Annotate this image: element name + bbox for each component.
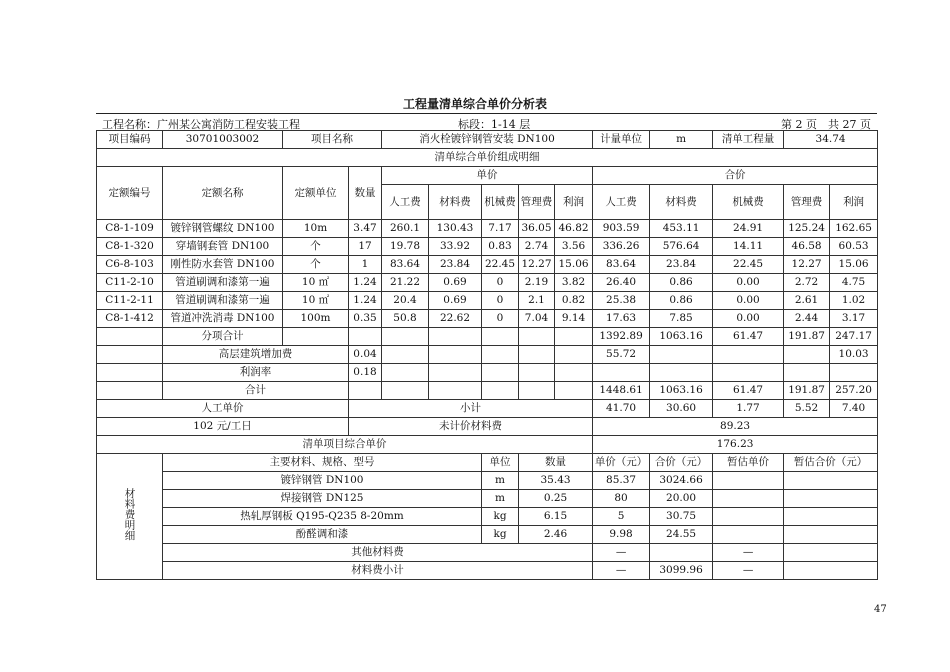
material-header-est-total: 暂估合价（元）	[784, 454, 878, 472]
quota-code: C11-2-11	[97, 292, 163, 310]
material-unit-price: 9.98	[593, 526, 650, 544]
unit-profit: 0.82	[555, 292, 593, 310]
total-material: 453.11	[650, 220, 713, 238]
total-machine: 22.45	[713, 256, 784, 274]
material-subtotal-est-unit: —	[713, 562, 784, 580]
total-management: 2.72	[784, 274, 830, 292]
subtotal-labor: 1392.89	[593, 328, 650, 346]
list-unit-price-label: 清单项目综合单价	[97, 436, 593, 454]
quota-qty: 3.47	[349, 220, 382, 238]
item-code: 30701003002	[163, 131, 283, 149]
header-quota-unit: 定额单位	[283, 167, 349, 220]
material-qty: 35.43	[519, 472, 593, 490]
material-subtotal-unit-price: —	[593, 562, 650, 580]
material-name: 镀锌钢管 DN100	[163, 472, 482, 490]
quota-code: C11-2-10	[97, 274, 163, 292]
unit-machine: 0	[482, 310, 519, 328]
material-side-label	[97, 454, 163, 580]
header-t-labor: 人工费	[593, 185, 650, 220]
material-header-total: 合价（元）	[650, 454, 713, 472]
unit-material: 22.62	[429, 310, 482, 328]
quota-qty: 1.24	[349, 292, 382, 310]
profit-rate-label: 利润率	[163, 364, 349, 382]
header-row-1	[97, 167, 878, 185]
highrise-profit: 10.03	[830, 346, 878, 364]
quota-code: C8-1-412	[97, 310, 163, 328]
material-header-unit-price: 单价（元）	[593, 454, 650, 472]
list-unit-price-row	[97, 436, 878, 454]
unpriced-material-label: 未计价材料费	[349, 418, 593, 436]
material-unit: kg	[482, 508, 519, 526]
total-labor-sum: 1448.61	[593, 382, 650, 400]
material-row	[97, 490, 878, 508]
total-profit: 162.65	[830, 220, 878, 238]
page-info: 第 2 页 共 27 页	[781, 118, 871, 131]
item-code-label: 项目编码	[97, 131, 163, 149]
material-total: 3024.66	[650, 472, 713, 490]
quota-name: 管道冲洗消毒 DN100	[163, 310, 283, 328]
total-machine: 0.00	[713, 274, 784, 292]
small-total-labor: 41.70	[593, 400, 650, 418]
highrise-labor: 55.72	[593, 346, 650, 364]
page-number: 47	[874, 604, 887, 615]
material-unit: m	[482, 472, 519, 490]
info-row	[96, 113, 877, 130]
material-header-row	[97, 454, 878, 472]
total-material: 0.86	[650, 292, 713, 310]
profit-rate-row	[97, 364, 878, 382]
total-labor: 903.59	[593, 220, 650, 238]
header-t-machine: 机械费	[713, 185, 784, 220]
total-machine: 0.00	[713, 292, 784, 310]
header-total-price: 合价	[593, 167, 878, 185]
total-management: 2.61	[784, 292, 830, 310]
unit-machine: 7.17	[482, 220, 519, 238]
table-row	[97, 256, 878, 274]
header-t-material: 材料费	[650, 185, 713, 220]
other-material-label: 其他材料费	[163, 544, 593, 562]
profit-rate-qty: 0.18	[349, 364, 382, 382]
total-machine: 14.11	[713, 238, 784, 256]
total-label: 合计	[163, 382, 349, 400]
material-qty: 0.25	[519, 490, 593, 508]
small-total-machine: 1.77	[713, 400, 784, 418]
header-t-management: 管理费	[784, 185, 830, 220]
material-total: 20.00	[650, 490, 713, 508]
project-name: 工程名称：广州某公寓消防工程安装工程	[102, 118, 300, 131]
small-total-label: 小计	[349, 400, 593, 418]
quota-qty: 17	[349, 238, 382, 256]
table-row	[97, 292, 878, 310]
highrise-row	[97, 346, 878, 364]
unit-material: 0.69	[429, 292, 482, 310]
table-row	[97, 310, 878, 328]
unit-profit: 3.56	[555, 238, 593, 256]
item-unit: m	[650, 131, 713, 149]
subtotal-row	[97, 328, 878, 346]
composition-title: 清单综合单价组成明细	[97, 149, 878, 167]
subtotal-profit: 247.17	[830, 328, 878, 346]
unit-management: 2.19	[519, 274, 555, 292]
material-subtotal-row	[97, 562, 878, 580]
material-qty: 6.15	[519, 508, 593, 526]
material-subtotal-label: 材料费小计	[163, 562, 593, 580]
total-material: 7.85	[650, 310, 713, 328]
page-title: 工程量清单综合单价分析表	[402, 97, 547, 111]
unit-labor: 19.78	[382, 238, 429, 256]
total-profit: 3.17	[830, 310, 878, 328]
header-u-machine: 机械费	[482, 185, 519, 220]
total-labor: 17.63	[593, 310, 650, 328]
total-material: 576.64	[650, 238, 713, 256]
total-labor: 336.26	[593, 238, 650, 256]
quota-code: C6-8-103	[97, 256, 163, 274]
material-header-unit: 单位	[482, 454, 519, 472]
total-management-sum: 191.87	[784, 382, 830, 400]
material-row	[97, 526, 878, 544]
header-u-material: 材料费	[429, 185, 482, 220]
header-t-profit: 利润	[830, 185, 878, 220]
total-management: 12.27	[784, 256, 830, 274]
unit-profit: 9.14	[555, 310, 593, 328]
quota-unit: 10m	[283, 220, 349, 238]
header-quota-name: 定额名称	[163, 167, 283, 220]
quota-name: 管道刷调和漆第一遍	[163, 274, 283, 292]
subtotal-management: 191.87	[784, 328, 830, 346]
unit-profit: 3.82	[555, 274, 593, 292]
total-labor: 25.38	[593, 292, 650, 310]
quota-unit: 10 ㎡	[283, 292, 349, 310]
material-side-text: 材料费明细	[123, 488, 136, 541]
unit-profit: 46.82	[555, 220, 593, 238]
material-unit: kg	[482, 526, 519, 544]
material-name: 酚醛调和漆	[163, 526, 482, 544]
unit-material: 23.84	[429, 256, 482, 274]
total-material-sum: 1063.16	[650, 382, 713, 400]
unit-labor: 50.8	[382, 310, 429, 328]
unit-management: 7.04	[519, 310, 555, 328]
unit-labor: 21.22	[382, 274, 429, 292]
quota-unit: 个	[283, 238, 349, 256]
quota-qty: 1.24	[349, 274, 382, 292]
header-quota-code: 定额编号	[97, 167, 163, 220]
unit-machine: 0	[482, 274, 519, 292]
analysis-table	[96, 130, 878, 580]
subtotal-label: 分项合计	[163, 328, 283, 346]
list-unit-price-value: 176.23	[593, 436, 878, 454]
material-unit-price: 80	[593, 490, 650, 508]
labor-unit-price-value: 102 元/工日	[97, 418, 349, 436]
unit-management: 12.27	[519, 256, 555, 274]
small-total-management: 5.52	[784, 400, 830, 418]
material-unit-price: 85.37	[593, 472, 650, 490]
item-qty-label: 清单工程量	[713, 131, 784, 149]
item-name: 消火栓镀锌钢管安装 DN100	[382, 131, 593, 149]
material-unit-price: 5	[593, 508, 650, 526]
quota-unit: 100m	[283, 310, 349, 328]
quota-unit: 个	[283, 256, 349, 274]
total-management: 125.24	[784, 220, 830, 238]
unit-management: 2.74	[519, 238, 555, 256]
unpriced-material-value: 89.23	[593, 418, 878, 436]
small-total-profit: 7.40	[830, 400, 878, 418]
material-total: 30.75	[650, 508, 713, 526]
header-u-management: 管理费	[519, 185, 555, 220]
quota-qty: 1	[349, 256, 382, 274]
total-machine: 24.91	[713, 220, 784, 238]
quota-code: C8-1-320	[97, 238, 163, 256]
unit-management: 36.05	[519, 220, 555, 238]
total-profit: 1.02	[830, 292, 878, 310]
total-material: 23.84	[650, 256, 713, 274]
table-row	[97, 274, 878, 292]
material-header-est-unit: 暂估单价	[713, 454, 784, 472]
labor-price-row	[97, 400, 878, 418]
total-machine-sum: 61.47	[713, 382, 784, 400]
total-machine: 0.00	[713, 310, 784, 328]
table-row	[97, 220, 878, 238]
quota-name: 镀锌钢管螺纹 DN100	[163, 220, 283, 238]
total-profit: 4.75	[830, 274, 878, 292]
highrise-qty: 0.04	[349, 346, 382, 364]
total-row	[97, 382, 878, 400]
quota-name: 刚性防水套管 DN100	[163, 256, 283, 274]
quota-qty: 0.35	[349, 310, 382, 328]
other-material-row	[97, 544, 878, 562]
total-profit: 60.53	[830, 238, 878, 256]
labor-unit-price-label: 人工单价	[97, 400, 349, 418]
unit-material: 130.43	[429, 220, 482, 238]
highrise-label: 高层建筑增加费	[163, 346, 349, 364]
unit-machine: 0	[482, 292, 519, 310]
total-profit: 15.06	[830, 256, 878, 274]
material-header-qty: 数量	[519, 454, 593, 472]
small-total-material: 30.60	[650, 400, 713, 418]
material-name: 焊接钢管 DN125	[163, 490, 482, 508]
material-name: 热轧厚钢板 Q195-Q235 8-20mm	[163, 508, 482, 526]
item-unit-label: 计量单位	[593, 131, 650, 149]
unit-material: 0.69	[429, 274, 482, 292]
material-header-name: 主要材料、规格、型号	[163, 454, 482, 472]
material-row	[97, 472, 878, 490]
quota-name: 管道刷调和漆第一遍	[163, 292, 283, 310]
material-qty: 2.46	[519, 526, 593, 544]
other-material-unit-price: —	[593, 544, 650, 562]
item-row	[97, 131, 878, 149]
quota-name: 穿墙钢套管 DN100	[163, 238, 283, 256]
header-u-profit: 利润	[555, 185, 593, 220]
material-row	[97, 508, 878, 526]
quota-unit: 10 ㎡	[283, 274, 349, 292]
table-row	[97, 238, 878, 256]
unit-labor: 260.1	[382, 220, 429, 238]
material-subtotal-total: 3099.96	[650, 562, 713, 580]
unit-profit: 15.06	[555, 256, 593, 274]
unit-material: 33.92	[429, 238, 482, 256]
subtotal-machine: 61.47	[713, 328, 784, 346]
section-label: 标段：1-14 层	[458, 118, 531, 131]
total-labor: 26.40	[593, 274, 650, 292]
unit-labor: 83.64	[382, 256, 429, 274]
unit-labor: 20.4	[382, 292, 429, 310]
unit-machine: 0.83	[482, 238, 519, 256]
item-qty: 34.74	[784, 131, 878, 149]
total-material: 0.86	[650, 274, 713, 292]
unit-management: 2.1	[519, 292, 555, 310]
unit-machine: 22.45	[482, 256, 519, 274]
total-management: 46.58	[784, 238, 830, 256]
subtotal-material: 1063.16	[650, 328, 713, 346]
header-unit-price: 单价	[382, 167, 593, 185]
total-management: 2.44	[784, 310, 830, 328]
material-total: 24.55	[650, 526, 713, 544]
total-profit-sum: 257.20	[830, 382, 878, 400]
item-name-label: 项目名称	[283, 131, 382, 149]
header-u-labor: 人工费	[382, 185, 429, 220]
header-quantity: 数量	[349, 167, 382, 220]
material-unit: m	[482, 490, 519, 508]
quota-code: C8-1-109	[97, 220, 163, 238]
unpriced-row	[97, 418, 878, 436]
composition-title-row	[97, 149, 878, 167]
total-labor: 83.64	[593, 256, 650, 274]
other-material-est-unit: —	[713, 544, 784, 562]
